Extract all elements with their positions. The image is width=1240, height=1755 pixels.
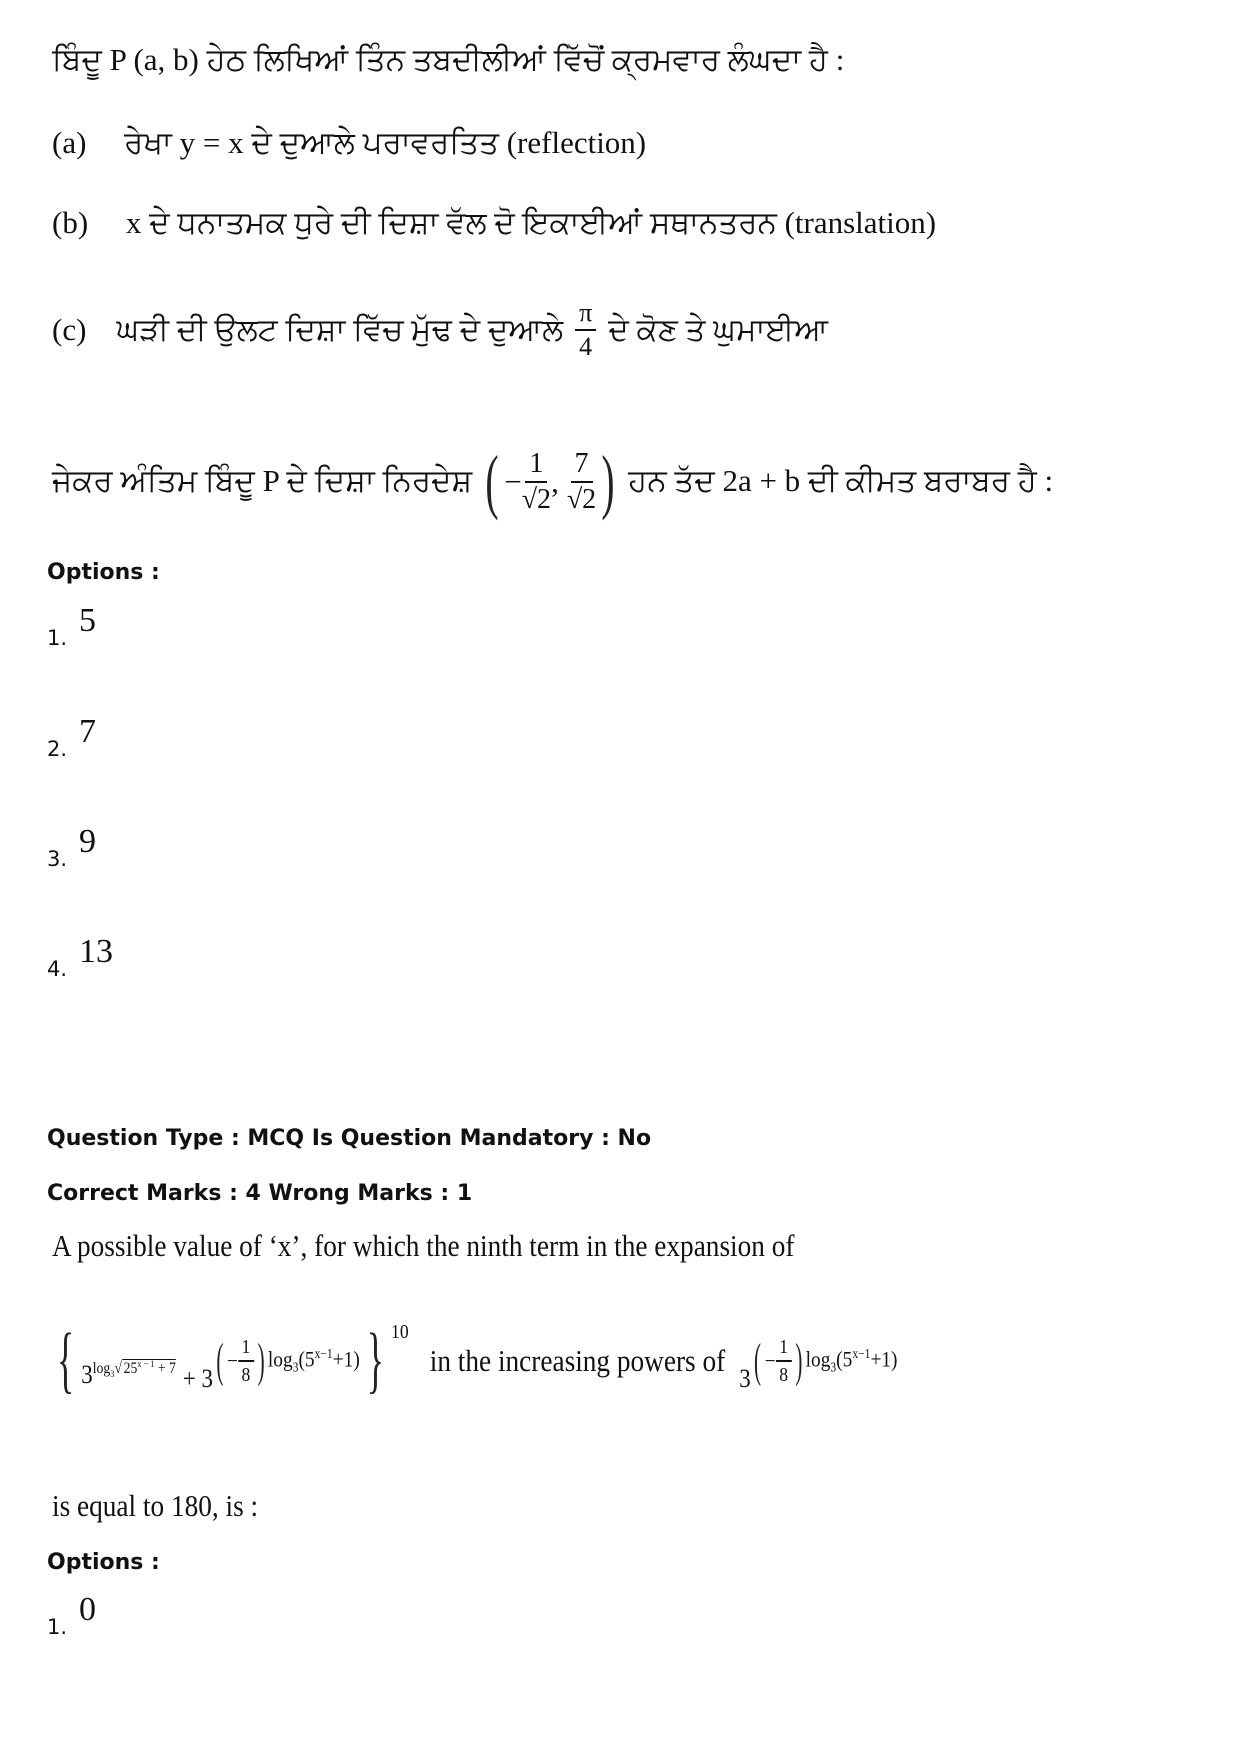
q2-middle-text: in the increasing powers of (429, 1342, 726, 1378)
right-paren: ) (257, 1334, 265, 1387)
expr-fraction: $\frac{1}{8}$ (238, 1337, 254, 1385)
expr2-base: 3 (739, 1363, 751, 1393)
q1-item-a-label: (a) (52, 125, 87, 160)
left-brace: { (57, 1319, 75, 1401)
q2-outro: is equal to 180, is : (52, 1488, 259, 1523)
expr-log2: $\log_3(5^{x-1}+1)$ (267, 1345, 360, 1375)
option-value: 13 (79, 933, 114, 970)
q1-item-a-text: ਰੇਖਾ y = x ਦੇ ਦੁਆਲੇ ਪਰਾਵਰਤਿਤ (reflection) (124, 125, 647, 160)
right-paren: ) (795, 1334, 803, 1387)
q1-options-label: Options : (47, 560, 160, 585)
right-paren: ) (601, 441, 615, 521)
q2-options-label: Options : (47, 1550, 160, 1575)
expr-neg: − (227, 1347, 238, 1373)
q1-item-b (52, 205, 936, 242)
q1-coord-sep: , (551, 463, 559, 499)
option-value: 7 (79, 713, 97, 750)
expr-plus: + 3 (182, 1363, 213, 1393)
q2-expression (50, 1318, 898, 1403)
q1-item-c (52, 300, 828, 360)
option-number: 2. (47, 737, 68, 761)
option-value: 5 (79, 602, 97, 639)
q1-option-2[interactable] (47, 713, 97, 761)
q1-item-c-frac-den: 4 (579, 332, 593, 361)
left-paren: ( (216, 1334, 224, 1387)
q1-item-c-label: (c) (52, 312, 87, 347)
q1-option-4[interactable] (47, 933, 114, 981)
q1-final-after: ਹਨ ਤੱਦ 2a + b ਦੀ ਕੀਮਤ ਬਰਾਬਰ ਹੈ : (628, 463, 1054, 498)
q2-meta-marks: Correct Marks : 4 Wrong Marks : 1 (47, 1181, 473, 1206)
option-number: 1. (47, 626, 68, 650)
option-number: 1. (47, 1615, 68, 1639)
left-paren: ( (485, 441, 499, 521)
q2-option-1[interactable] (47, 1591, 97, 1639)
option-number: 3. (47, 847, 68, 871)
q1-item-c-angle-fraction (575, 300, 596, 360)
expr2-neg: − (764, 1347, 776, 1373)
q1-option-1[interactable] (47, 602, 97, 650)
q1-item-b-label: (b) (52, 205, 89, 240)
q1-option-3[interactable] (47, 823, 97, 871)
option-value: 9 (79, 823, 97, 860)
q1-coord2-fraction (566, 447, 597, 515)
q1-item-a (52, 125, 646, 162)
q1-coord1-num: 1 (525, 450, 547, 483)
left-paren: ( (754, 1334, 762, 1387)
q1-item-c-frac-num: π (575, 300, 596, 331)
right-brace: } (366, 1319, 385, 1401)
q1-item-b-text: x ਦੇ ਧਨਾਤਮਕ ਧੁਰੇ ਦੀ ਦਿਸ਼ਾ ਵੱਲ ਦੋ ਇਕਾਈਆਂ ਸਥਾਨਤਰਨ (translation) (125, 205, 937, 240)
q1-final-statement (52, 440, 1053, 523)
q2-intro: A possible value of ‘x’, for which the ninth term in the expansion of (52, 1228, 795, 1263)
q2-meta-type: Question Type : MCQ Is Question Mandatory : No (47, 1126, 652, 1151)
expr2-log: $\log_3(5^{x-1}+1)$ (805, 1345, 898, 1375)
expr2-fraction: $\frac{1}{8}$ (776, 1337, 792, 1385)
expr-term1: $3^{log_3√ 25^{x - 1} + 7}$ (81, 1359, 176, 1389)
option-number: 4. (47, 957, 68, 981)
q1-coord1-sign: − (504, 463, 522, 499)
expr-power: 10 (391, 1321, 409, 1343)
q1-intro: ਬਿੰਦੂ P (a, b) ਹੇਠ ਲਿਖਿਆਂ ਤਿੰਨ ਤਬਦੀਲੀਆਂ ਵਿੱਚੋਂ ਕ੍ਰਮਵਾਰ ਲੰਘਦਾ ਹੈ : (52, 42, 845, 77)
option-value: 0 (79, 1591, 97, 1628)
q1-coord1-fraction (521, 447, 552, 515)
q1-item-c-text-after: ਦੇ ਕੋਣ ਤੇ ਘੁਮਾਈਆ (608, 311, 828, 347)
q1-final-before: ਜੇਕਰ ਅੰਤਿਮ ਬਿੰਦੂ P ਦੇ ਦਿਸ਼ਾ ਨਿਰਦੇਸ਼ (52, 463, 473, 498)
q1-item-c-text-before: ਘੜੀ ਦੀ ਉਲਟ ਦਿਸ਼ਾ ਵਿੱਚ ਮੁੱਢ ਦੇ ਦੁਆਲੇ (116, 311, 564, 347)
q1-coord1-den: √2 (521, 483, 552, 515)
q1-coord2-num: 7 (571, 450, 593, 483)
q1-coord2-den: √2 (566, 483, 597, 515)
